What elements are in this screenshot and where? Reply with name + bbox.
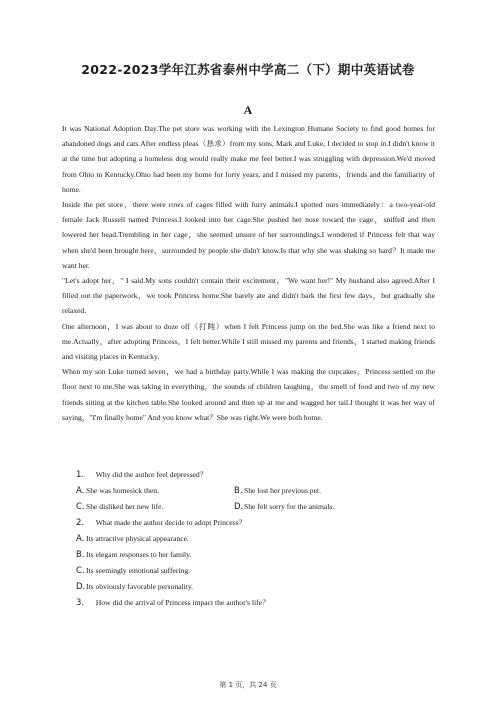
option-row <box>76 531 436 547</box>
option-row <box>76 563 436 579</box>
answer-option[interactable] <box>76 563 190 579</box>
passage-paragraph: When my son Luke turned seven，we had a birthday party.While I was making the cupcakes，Princess settled on the floor next to me.She was taking in everything，the sounds of children laughing，the smell of food and two of my new friends sitting at the kitchen table.She looked around and then up at me and wagged her tail.I thought it was her way of saying，"I'm finally home" And you know what？She was right.We were both home. <box>62 367 435 422</box>
option-text: She felt sorry for the animals. <box>244 502 335 511</box>
page-footer: 第 1 页，共 24 页 <box>219 681 277 689</box>
passage-paragraph: It was National Adoption Day.The pet store was working with the Lexington Humane Society to find good homes for abandoned dogs and cats.After endless pleas（恳求）from my sons, Mark and Luke, I decided to stop in.I didn't know it at the time but adopting a homeless dog would really make me feel better.I was struggling with depression.We'd moved from Ohio to Kentucky.Ohio had been my home for forty years, and I missed my parents，friends and the familiarity of home. <box>62 124 435 194</box>
option-text: She lost her previous pet. <box>244 486 321 495</box>
question-stem <box>76 595 436 611</box>
question-number: 1. <box>76 470 85 480</box>
section-heading: A <box>243 103 253 117</box>
option-letter: A. <box>76 534 85 544</box>
passage-paragraph: "Let's adopt her，" I said.My sons couldn't contain their excitement，"We want her!" My husband also agreed.After I filled out the paperwork，we took Princess home.She barely ate and didn't bark the first few days，but gradually she relaxed. <box>62 276 435 316</box>
passage-paragraph: One afternoon，I was about to doze off（打盹）when I felt Princess jump on the bed.She was like a friend next to me.Actually，after adopting Princess，I felt better.While I still missed my parents and friends，I started making friends and visiting places in Kentucky. <box>62 321 435 362</box>
option-row <box>76 483 436 499</box>
answer-option[interactable] <box>76 531 189 547</box>
option-row <box>76 547 436 563</box>
answer-option[interactable] <box>76 499 234 515</box>
passage-paragraph: Inside the pet store，there were rows of cages filled with furry animals.I spotted ours immediately：a two-year-old female Jack Russell named Princess.I looked into her cage.She pushed her nose toward the cage，sniffed and then lowered her head.Trembling in her cage，she seemed unsure of her surroundings.I wondered if Princess felt that way when she'd been brought here，surrounded by people she didn't know.Is that why she was shaking so hard？It made me want her. <box>62 200 435 270</box>
option-letter: C. <box>76 502 85 512</box>
option-text: Its seemingly emotional suffering. <box>86 566 191 575</box>
option-text: She was homesick then. <box>86 486 159 495</box>
option-text: She disliked her new life. <box>86 502 164 511</box>
answer-option[interactable] <box>76 579 193 595</box>
answer-option[interactable] <box>234 499 334 515</box>
question-text: Why did the author feel depressed？ <box>95 470 208 479</box>
option-letter: B. <box>76 550 85 560</box>
question-stem <box>76 515 436 531</box>
answer-option[interactable] <box>234 483 321 499</box>
question-number: 2. <box>76 518 85 528</box>
option-letter: B. <box>234 486 243 496</box>
question-text: How did the arrival of Princess impact the author's life？ <box>95 598 270 607</box>
option-letter: A. <box>76 486 85 496</box>
answer-option[interactable] <box>76 547 191 563</box>
option-row <box>76 579 436 595</box>
option-text: Its elegant responses to her family. <box>86 550 192 559</box>
option-letter: D. <box>76 582 86 592</box>
document-title: 2022-2023学年江苏省泰州中学高二（下）期中英语试卷 <box>81 62 415 77</box>
option-text: Its attractive physical appearance. <box>86 534 189 543</box>
option-text: Its obviously favorable personality. <box>86 582 194 591</box>
reading-passage <box>62 121 435 425</box>
option-letter: C. <box>76 566 85 576</box>
question-stem <box>76 467 436 483</box>
question-text: What made the author decide to adopt Princess？ <box>95 518 247 527</box>
answer-option[interactable] <box>76 483 234 499</box>
question-number: 3. <box>76 598 85 608</box>
option-row <box>76 499 436 515</box>
question-list <box>76 467 436 611</box>
option-letter: D. <box>234 502 244 512</box>
